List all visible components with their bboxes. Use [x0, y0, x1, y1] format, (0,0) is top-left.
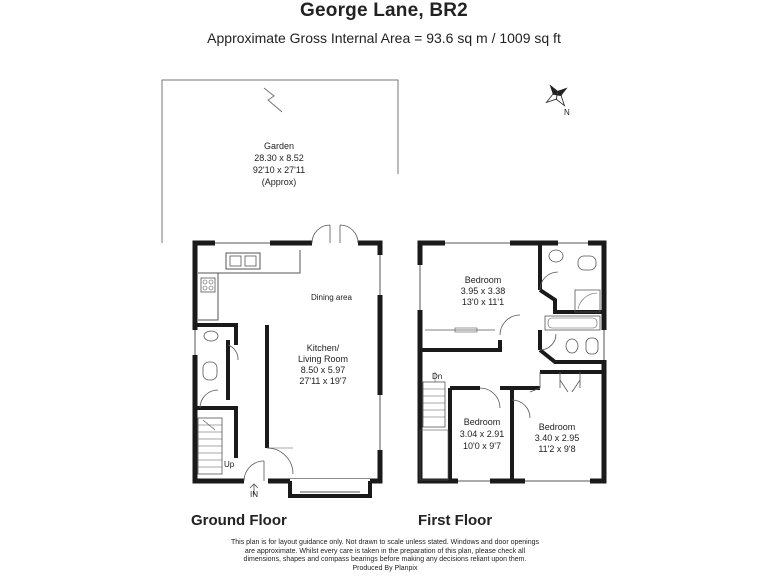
plan-title: George Lane, BR2 — [300, 0, 468, 21]
bedroom3-imperial: 11'2 x 9'8 — [538, 444, 576, 454]
garden-note: (Approx) — [261, 177, 297, 187]
bedroom2-metric: 3.04 x 2.91 — [459, 429, 505, 439]
kitchen-metric: 8.50 x 5.97 — [300, 365, 346, 375]
bedroom2-imperial: 10'0 x 9'7 — [463, 441, 501, 451]
disclaimer-line4: Produced By Planpix — [352, 564, 418, 572]
bedroom2-name: Bedroom — [463, 417, 501, 427]
plan-subtitle: Approximate Gross Internal Area = 93.6 sq m / 1009 sq ft — [207, 30, 561, 46]
bedroom1-name: Bedroom — [464, 275, 502, 285]
first-floor-label: First Floor — [418, 512, 493, 529]
disclaimer-line2: are approximate. Whilst every care is taken in the preparation of this plan, please check all — [244, 547, 526, 555]
first-stairs-label: Dn — [432, 372, 443, 381]
compass-north-label: N — [564, 108, 570, 117]
garden-name: Garden — [263, 141, 295, 151]
ground-floor-label: Ground Floor — [191, 512, 287, 529]
ground-stairs-label: Up — [224, 460, 235, 469]
disclaimer-line1: This plan is for layout guidance only. Not drawn to scale unless stated. Windows and door openings — [230, 539, 540, 546]
compass-icon — [545, 83, 570, 117]
entrance-label: IN — [250, 490, 258, 499]
kitchen-name-line1: Kitchen/ — [306, 343, 340, 353]
garden-metric: 28.30 x 8.52 — [254, 153, 304, 163]
kitchen-name-line2: Living Room — [297, 354, 349, 364]
ground-floor-plan — [192, 225, 383, 499]
bedroom1-metric: 3.95 x 3.38 — [460, 286, 506, 296]
garden-area — [162, 80, 398, 243]
ground-stairs — [198, 418, 235, 474]
bedroom3-metric: 3.40 x 2.95 — [534, 433, 580, 443]
bedroom1-imperial: 13'0 x 11'1 — [461, 297, 505, 307]
first-stairs — [420, 372, 448, 480]
first-floor-plan — [417, 240, 607, 484]
dining-area-label: Dining area — [311, 293, 352, 302]
disclaimer — [180, 539, 590, 573]
disclaimer-line3: dimensions, shapes and compass bearings before making any decisions reliant upon them. — [243, 556, 527, 564]
bedroom3-name: Bedroom — [538, 422, 576, 432]
kitchen-imperial: 27'11 x 19'7 — [299, 376, 347, 386]
garden-imperial: 92'10 x 27'11 — [252, 165, 306, 175]
